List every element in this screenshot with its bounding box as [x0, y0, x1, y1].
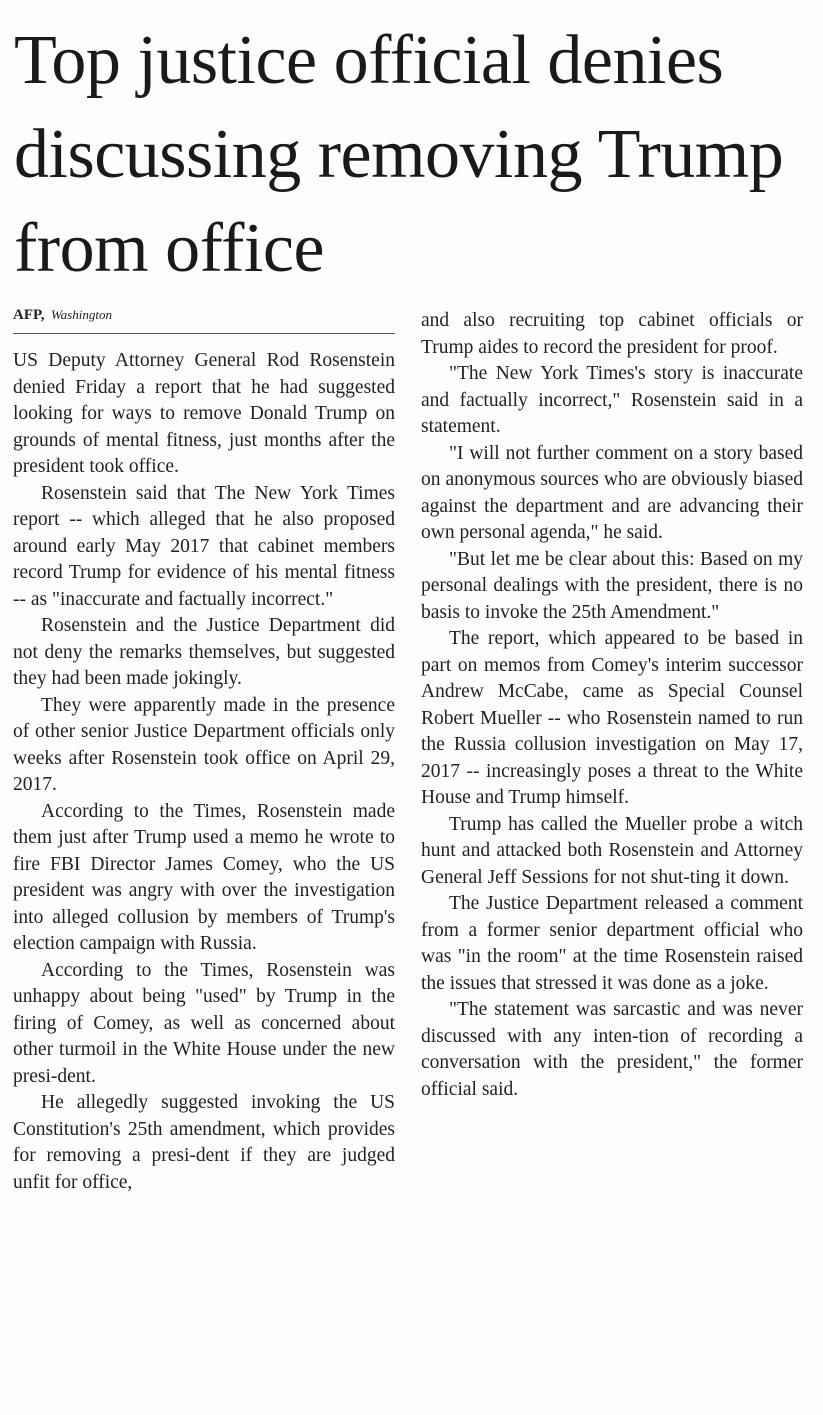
paragraph: The Justice Department released a comment from a former senior department official who was "in the room" at the time Rosenstein raised the issues that stressed it was done as a joke. [421, 893, 803, 994]
paragraph: Rosenstein and the Justice Department did not deny the remarks themselves, but suggested they had been made jokingly. [13, 615, 395, 689]
dateline [13, 306, 395, 334]
paragraph: According to the Times, Rosenstein made them just after Trump used a memo he wrote to fire FBI Director James Comey, who the US president was angry with over the investigation into alleged collusion by members of Trump's election campaign with Russia. [13, 800, 395, 954]
paragraph: "But let me be clear about this: Based on my personal dealings with the president, there is no basis to invoke the 25th Amendment." [421, 548, 803, 623]
paragraph: According to the Times, Rosenstein was unhappy about being "used" by Trump in the firing of Comey, as well as concerned about other turmoil in the White House under the new presi-dent. [13, 959, 395, 1087]
paragraph: Trump has called the Mueller probe a witch hunt and attacked both Rosenstein and Attorney General Jeff Sessions for not shut-ting it down. [421, 813, 803, 888]
paragraph: They were apparently made in the presence of other senior Justice Department officials only weeks after Rosenstein took office on April 29, 2017. [13, 694, 395, 795]
paragraph: The report, which appeared to be based in part on memos from Comey's interim successor Andrew McCabe, came as Special Counsel Robert Mueller -- who Rosenstein named to run the Russia collusion investigation on May 17, 2017 -- increasingly poses a threat to the White House and Trump himself. [421, 628, 803, 808]
article-column-left [13, 306, 395, 1196]
paragraph: "The statement was sarcastic and was never discussed with any inten-tion of recording a conversation with the president," the former official said. [421, 999, 803, 1100]
paragraph: He allegedly suggested invoking the US Constitution's 25th amendment, which provides for removing a presi-dent if they are judged unfit for office, [13, 1092, 395, 1193]
headline: Top justice official denies discussing removing Trump from office [14, 22, 784, 287]
paragraph: "I will not further comment on a story based on anonymous sources who are obviously biased against the department and are advancing their own personal agenda," he said. [421, 442, 803, 543]
paragraph: "The New York Times's story is inaccurate and factually incorrect," Rosenstein said in a statement. [421, 363, 803, 437]
byline-location: Washington [51, 307, 112, 322]
paragraph: and also recruiting top cabinet officials or Trump aides to record the president for proof. [421, 310, 803, 358]
paragraph: US Deputy Attorney General Rod Rosenstein denied Friday a report that he had suggested looking for ways to remove Donald Trump on grounds of mental fitness, just months after the president took office. [13, 350, 395, 477]
article-column-right [421, 308, 803, 1103]
byline-agency: AFP, [13, 307, 45, 323]
paragraph: Rosenstein said that The New York Times report -- which alleged that he also proposed around early May 2017 that cabinet members record Trump for evidence of his mental fitness -- as "inaccurate and factually incorrect." [13, 482, 395, 610]
